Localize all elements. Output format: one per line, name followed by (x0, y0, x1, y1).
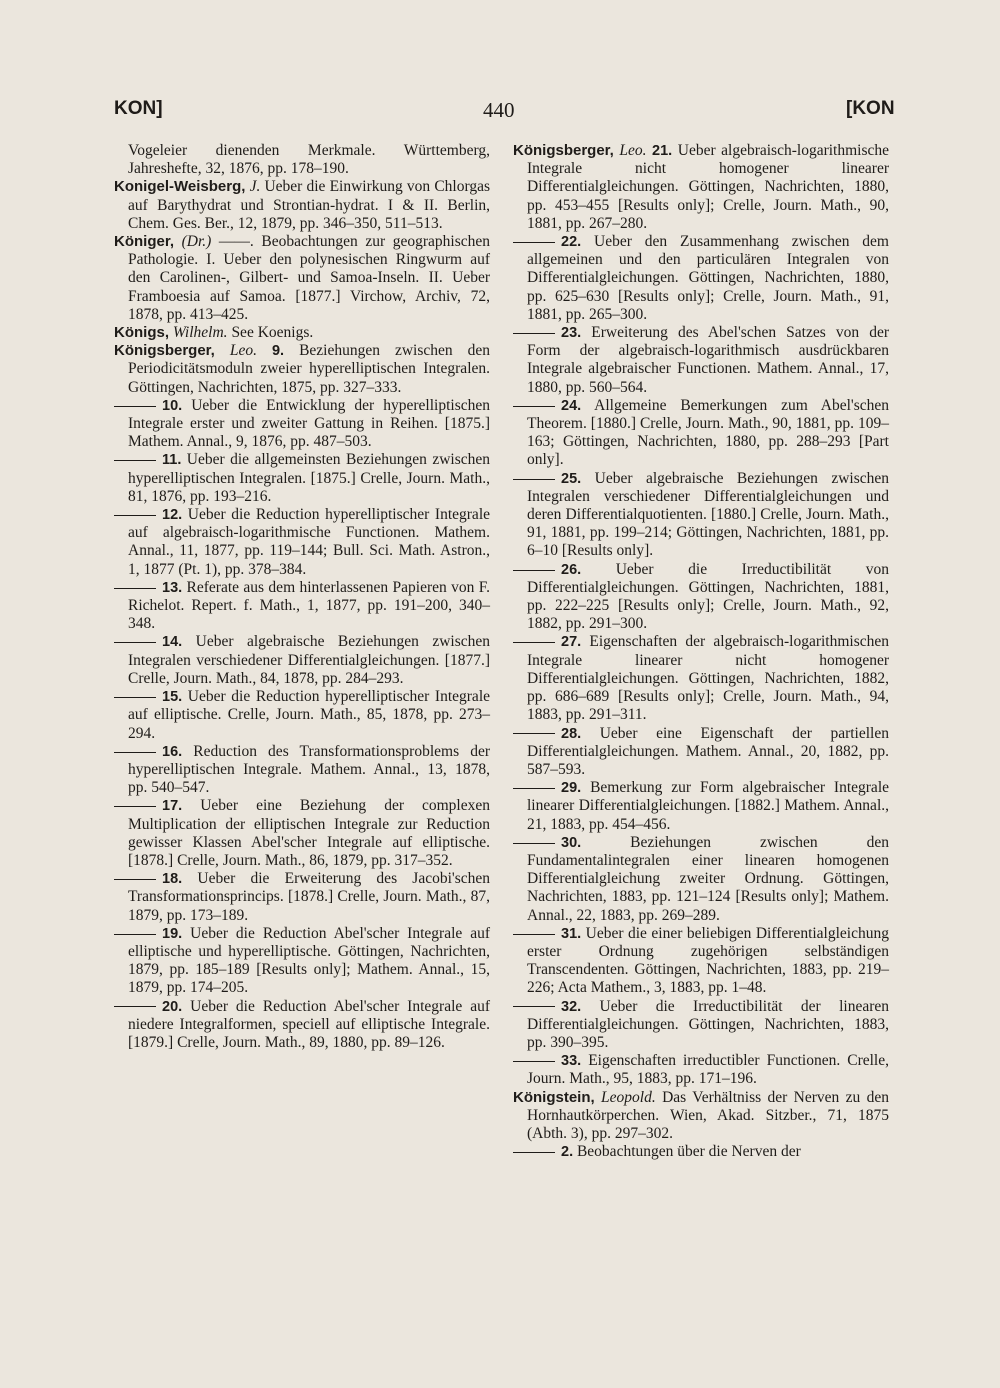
entry-continuation (114, 142, 490, 178)
numbered-entry (513, 561, 889, 634)
entry-number: 33. (561, 1053, 582, 1070)
entry-number: 29. (561, 780, 582, 797)
entry-text: Ueber die Reduction hyperelliptischer Integrale auf elliptische. Crelle, Journ. Math., 85, 1878, pp. 273–294. (128, 688, 491, 742)
entry-text: Ueber die Einwirkung von Chlorgas auf Barythydrat und Strontian-hydrat. I & II. Berlin, Chem. Ges. Ber., 12, 1879, pp. 346–350, 511–513. (128, 178, 491, 232)
entry-text: Bemerkung zur Form algebraischer Integrale linearer Differentialgleichungen. [1882.] Mathem. Annal., 21, 1883, pp. 454–456. (527, 779, 889, 833)
ditto-dash (513, 843, 555, 844)
entry-number: 30. (561, 834, 582, 851)
numbered-entry (513, 233, 889, 324)
entry-number: 23. (561, 325, 582, 342)
entry-text: Ueber eine Beziehung der complexen Multiplication der elliptischen Integrale zur Reduction gewisser Klassen Abel'scher Integrale auf elliptische. [1878.] Crelle, Journ. Math., 86, 1879, pp. 317–352. (128, 797, 490, 869)
entry-text: Beziehungen zwischen den Fundamentalintegralen einer linearen homogenen Differentialgleichung zweiter Ordnung. Göttingen, Nachrichten, 1883, pp. 121–124 [Results only]; Mathem. Annal., 22, 1883, pp. 269–289. (527, 833, 889, 924)
ditto-dash (114, 697, 156, 698)
ditto-dash (114, 588, 156, 589)
numbered-entry (114, 925, 490, 998)
author-name: Königsberger, (513, 142, 614, 159)
numbered-entry (114, 506, 490, 579)
entry-text: See Koenigs. (231, 324, 314, 342)
entry-text: Ueber die Irreductibilität der linearen Differentialgleichungen. Göttingen, Nachrichten, 1883, pp. 390–395. (527, 997, 889, 1051)
ditto-dash (513, 242, 555, 243)
numbered-entry (114, 579, 490, 634)
entry-number: 14. (162, 634, 183, 651)
ditto-dash (513, 333, 555, 334)
entry-text: Ueber die Irreductibilität von Differentialgleichungen. Göttingen, Nachrichten, 1881, pp. 222–225 [Results only]; Crelle, Journ. Math., 92, 1882, pp. 291–300. (527, 560, 889, 633)
entry-text: ——. Beobachtungen zur geographischen Pathologie. I. Ueber den polynesischen Ringwurm auf den Carolinen-, Gilbert- und Samoa-Inseln. II. Ueber Framboesia auf Samoa. [1877.] Virchow, Archiv, 72, 1878, pp. 413–425. (128, 233, 491, 323)
entry-number: 9. (271, 343, 285, 360)
numbered-entry (513, 998, 889, 1053)
right-column (513, 142, 889, 1161)
entry-number: 10. (162, 397, 183, 414)
entry-text: Ueber algebraisch-logarithmische Integrale nicht homogener linearer Differentialgleichungen. Göttingen, Nachrichten, 1880, pp. 453–455 [Results only]; Crelle, Journ. Math., 90, 1881, pp. 267–280. (527, 142, 889, 232)
numbered-entry (114, 397, 490, 452)
running-head (0, 98, 1000, 138)
ditto-dash (114, 515, 156, 516)
ditto-dash (114, 460, 156, 461)
ditto-dash (114, 406, 156, 407)
author-forename: J. (249, 178, 261, 196)
numbered-entry (114, 870, 490, 925)
entry-text: Ueber die einer beliebigen Differentialgleichung erster Ordnung zugehörigen selbständigen Transcendenten. Göttingen, Nachrichten, 1883, pp. 219–226; Acta Mathem., 3, 1883, pp. 1–48. (527, 924, 889, 997)
numbered-entry (513, 470, 889, 561)
page-number: 440 (483, 98, 515, 122)
author-forename: Leopold. (601, 1088, 656, 1106)
numbered-entry (114, 797, 490, 870)
author-entry (114, 324, 490, 342)
entry-text: Reduction des Transformationsproblems der hyperelliptischen Integrale. Mathem. Annal., 13, 1878, pp. 540–547. (128, 742, 490, 797)
numbered-entry (513, 725, 889, 780)
ditto-dash (513, 788, 555, 789)
ditto-dash (513, 934, 555, 935)
ditto-dash (114, 806, 156, 807)
entry-number: 2. (561, 1144, 574, 1161)
numbered-entry (513, 1143, 889, 1161)
entry-number: 12. (162, 507, 183, 524)
entry-text: Beziehungen zwischen den Periodicitätsmoduln zweier hyperelliptischen Integralen. Göttingen, Nachrichten, 1875, pp. 327–333. (128, 342, 491, 396)
entry-text: Beobachtungen über die Nerven der (576, 1143, 801, 1161)
entry-text: Ueber die allgemeinsten Beziehungen zwischen hyperelliptischen Integralen. [1875.] Crelle, Journ. Math., 81, 1876, pp. 193–216. (128, 451, 491, 505)
author-name: Königer, (114, 233, 175, 251)
left-column (114, 142, 490, 1052)
author-name: Königsberger, (114, 342, 215, 360)
author-forename: Leo. (229, 342, 257, 360)
author-entry (114, 233, 490, 324)
entry-number: 31. (561, 925, 582, 942)
entry-text: Das Verhältniss der Nerven zu den Hornhautkörperchen. Wien, Akad. Sitzber., 71, 1875 (Abth. 3), pp. 297–302. (527, 1088, 889, 1142)
ditto-dash (513, 479, 555, 480)
numbered-entry (513, 397, 889, 470)
ditto-dash (513, 642, 555, 643)
entry-number: 21. (652, 143, 673, 159)
entry-text: Ueber die Reduction Abel'scher Integrale auf elliptische und hyperelliptische. Göttingen, Nachrichten, 1879, pp. 185–189 [Results only]; Mathem. Annal., 15, 1879, pp. 174–205. (128, 924, 490, 997)
ditto-dash (114, 752, 156, 753)
ditto-dash (114, 934, 156, 935)
author-forename: (Dr.) (181, 233, 212, 251)
author-entry (513, 1089, 889, 1144)
entry-number: 32. (561, 998, 582, 1015)
numbered-entry (114, 743, 490, 798)
numbered-entry (114, 998, 490, 1053)
entry-number: 13. (162, 579, 183, 596)
entry-text: Ueber algebraische Beziehungen zwischen Integralen verschiedener Differentialgleichungen. [1877.] Crelle, Journ. Math., 84, 1878, pp. 284–293. (128, 633, 491, 687)
numbered-entry (513, 1052, 889, 1088)
author-forename: Wilhelm. (172, 324, 228, 342)
numbered-entry (513, 834, 889, 925)
entry-number: 19. (162, 925, 183, 942)
entry-text: Erweiterung des Abel'schen Satzes von der Form der algebraisch-logarithmisch ausdrückbaren Integrale algebraischer Functionen. Mathem. Annal., 17, 1880, pp. 560–564. (527, 324, 889, 396)
entry-text: Ueber algebraische Beziehungen zwischen Integralen verschiedener Differentialgleichungen und deren Differentialquotienten. [1880.] Crelle, Journ. Math., 91, 1881, pp. 199–214; Göttingen, Nachrichten, 1881, pp. 6–10 [Results only]. (527, 469, 890, 560)
ditto-dash (513, 406, 555, 407)
ditto-dash (114, 879, 156, 880)
entry-text: Ueber die Entwicklung der hyperelliptischen Integrale erster und zweiter Gattung in Reihen. [1875.] Mathem. Annal., 9, 1876, pp. 487–503. (128, 396, 491, 451)
numbered-entry (513, 633, 889, 724)
entry-text: Vogeleier dienenden Merkmale. Württemberg, Jahreshefte, 32, 1876, pp. 178–190. (128, 142, 490, 178)
numbered-entry (513, 324, 889, 397)
ditto-dash (513, 1006, 555, 1007)
entry-text: Ueber die Erweiterung des Jacobi'schen Transformationsprincips. [1878.] Crelle, Journ. Math., 87, 1879, pp. 173–189. (128, 870, 490, 924)
entry-text: Referate aus dem hinterlassenen Papieren von F. Richelot. Repert. f. Math., 1, 1877, pp. 191–200, 340–348. (128, 578, 490, 633)
entry-text: Eigenschaften irreductibler Functionen. Crelle, Journ. Math., 95, 1883, pp. 171–196. (527, 1052, 889, 1088)
numbered-entry (114, 688, 490, 743)
entry-number: 17. (162, 798, 183, 815)
ditto-dash (114, 642, 156, 643)
ditto-dash (513, 570, 555, 571)
author-entry (114, 178, 490, 233)
entry-number: 11. (162, 452, 182, 469)
entry-number: 27. (561, 634, 582, 651)
ditto-dash (513, 733, 555, 734)
author-name: Königs, (114, 324, 169, 342)
entry-number: 24. (561, 397, 582, 414)
entry-number: 20. (162, 998, 183, 1015)
numbered-entry (114, 633, 490, 688)
entry-number: 18. (162, 871, 183, 888)
entry-text: Ueber die Reduction hyperelliptischer Integrale auf algebraisch-logarithmische Functionen. Mathem. Annal., 11, 1877, pp. 119–144; Bull. Sci. Math. Astron., 1, 1877 (Pt. 1), pp. 378–384. (128, 506, 491, 578)
entry-number: 16. (162, 743, 183, 760)
ditto-dash (513, 1061, 555, 1062)
author-forename: Leo. (619, 142, 647, 159)
running-head-left: KON] (114, 98, 163, 119)
running-head-right: [KON (846, 98, 895, 119)
entry-text: Ueber den Zusammenhang zwischen dem allgemeinen und den particulären Integralen von Differentialgleichungen. Göttingen, Nachrichten, 1880, pp. 625–630 [Results only]; Crelle, Journ. Math., 91, 1881, pp. 265–300. (527, 233, 889, 323)
entry-number: 15. (162, 689, 183, 706)
numbered-entry (513, 925, 889, 998)
author-entry (114, 342, 490, 397)
author-name: Konigel-Weisberg, (114, 178, 246, 196)
ditto-dash (513, 1152, 555, 1153)
author-entry (513, 142, 889, 233)
entry-number: 22. (561, 234, 582, 251)
author-name: Königstein, (513, 1088, 595, 1106)
ditto-dash (114, 1006, 156, 1007)
numbered-entry (114, 451, 490, 506)
entry-text: Ueber die Reduction Abel'scher Integrale auf niedere Integralformen, speciell auf elliptische Integrale. [1879.] Crelle, Journ. Math., 89, 1880, pp. 89–126. (128, 997, 490, 1051)
entry-text: Ueber eine Eigenschaft der partiellen Differentialgleichungen. Mathem. Annal., 20, 1882, pp. 587–593. (527, 724, 889, 778)
entry-number: 25. (561, 470, 582, 487)
entry-number: 28. (561, 725, 582, 742)
entry-number: 26. (561, 561, 582, 578)
entry-text: Eigenschaften der algebraisch-logarithmischen Integrale linearer nicht homogener Differentialgleichungen. Göttingen, Nachrichten, 1882, pp. 686–689 [Results only]; Crelle, Journ. Math., 94, 1883, pp. 291–311. (527, 633, 890, 724)
entry-text: Allgemeine Bemerkungen zum Abel'schen Theorem. [1880.] Crelle, Journ. Math., 90, 1881, pp. 109–163; Göttingen, Nachrichten, 1880, pp. 288–293 [Part only]. (527, 396, 889, 469)
numbered-entry (513, 779, 889, 834)
